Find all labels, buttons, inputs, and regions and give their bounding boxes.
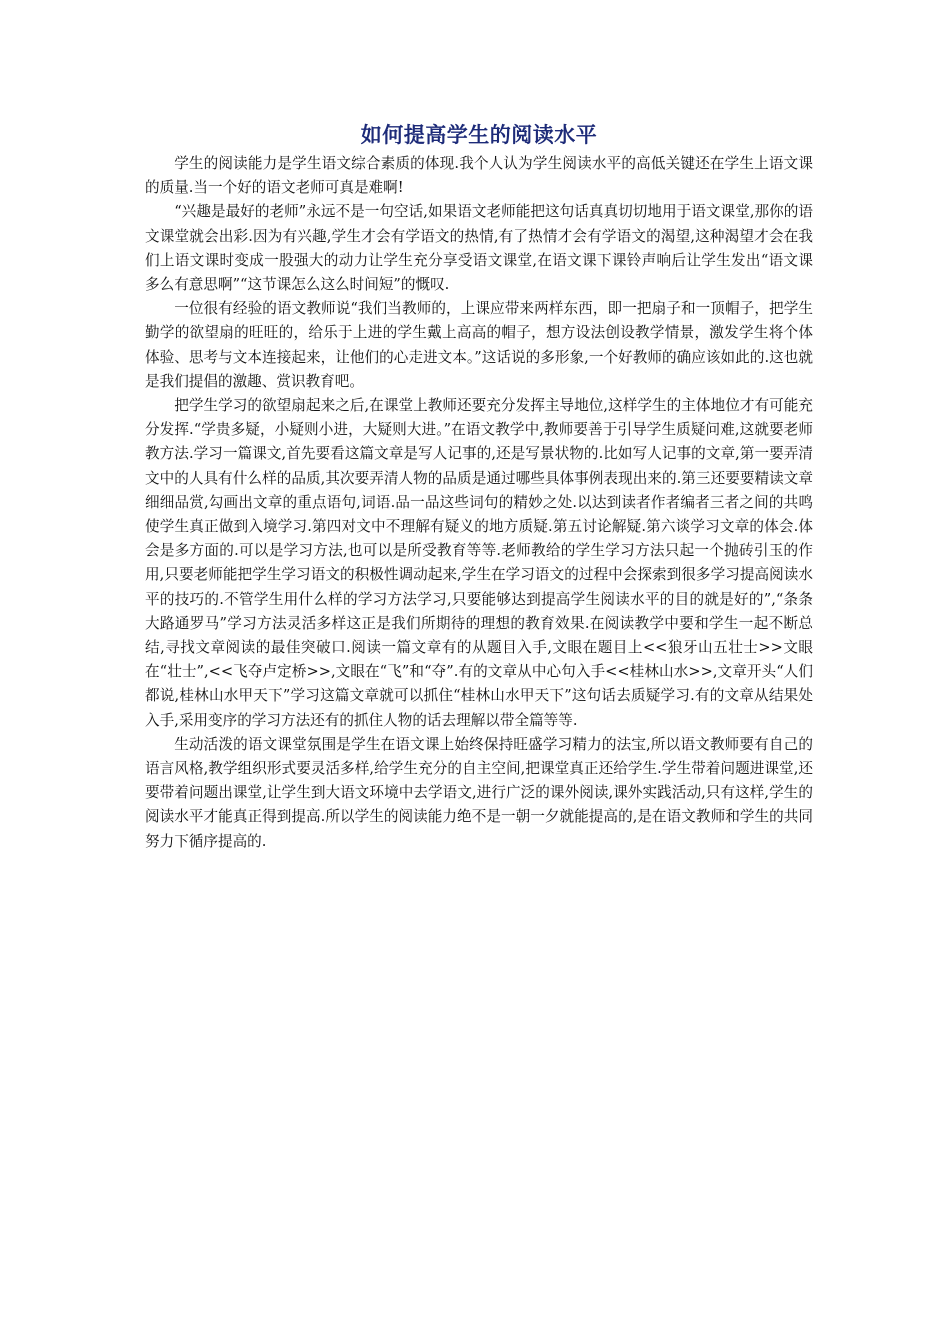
document-body: [145, 120, 813, 854]
document-title: 如何提高学生的阅读水平: [360, 122, 598, 147]
paragraph-5: 生动活泼的语文课堂氛围是学生在语文课上始终保持旺盛学习精力的法宝,所以语文教师要有自己的语言风格,教学组织形式要灵活多样,给学生充分的自主空间,把课堂真正还给学生.学生带着问题进课堂,还要带着问题出课堂,让学生到大语文环境中去学语文,进行广泛的课外阅读,课外实践活动,只有这样,学生的阅读水平才能真正得到提高.所以学生的阅读能力绝不是一朝一夕就能提高的,是在语文教师和学生的共同努力下循序提高的.: [145, 735, 813, 850]
paragraph-4: 把学生学习的欲望扇起来之后,在课堂上教师还要充分发挥主导地位,这样学生的主体地位才有可能充分发挥.“学贵多疑，小疑则小进，大疑则大进。”在语文教学中,教师要善于引导学生质疑问难,这就要老师教方法.学习一篇课文,首先要看这篇文章是写人记事的,还是写景状物的.比如写人记事的文章,第一要弄清文中的人具有什么样的品质,其次要弄清人物的品质是通过哪些具体事例表现出来的.第三还要要精读文章细细品赏,勾画出文章的重点语句,词语.品一品这些词句的精妙之处.以达到读者作者编者三者之间的共鸣使学生真正做到入境学习.第四对文中不理解有疑义的地方质疑.第五讨论解疑.第六谈学习文章的体会.体会是多方面的.可以是学习方法,也可以是所受教育等等.老师教给的学生学习方法只起一个抛砖引玉的作用,只要老师能把学生学习语文的积极性调动起来,学生在学习语文的过程中会探索到很多学习提高阅读水平的技巧的.不管学生用什么样的学习方法学习,只要能够达到提高学生阅读水平的目的就是好的”,“条条大路通罗马”学习方法灵活多样这正是我们所期待的理想的教育效果.在阅读教学中要和学生一起不断总结,寻找文章阅读的最佳突破口.阅读一篇文章有的从题目入手,文眼在题目上<<狼牙山五壮士>>文眼在“壮士”,<<飞夺卢定桥>>,文眼在“飞”和“夺”.有的文章从中心句入手<<桂林山水>>,文章开头“人们都说,桂林山水甲天下”学习这篇文章就可以抓住“桂林山水甲天下”这句话去质疑学习.有的文章从结果处入手,采用变序的学习方法还有的抓住人物的话去理解以带全篇等等.: [145, 397, 813, 729]
paragraph-3: 一位很有经验的语文教师说“我们当教师的，上课应带来两样东西，即一把扇子和一顶帽子，把学生勤学的欲望扇的旺旺的，给乐于上进的学生戴上高高的帽子，想方设法创设教学情景，激发学生将个体体验、思考与文本连接起来，让他们的心走进文本。”这话说的多形象,一个好教师的确应该如此的.这也就是我们提倡的激趣、赏识教育吧。: [145, 300, 813, 390]
paragraph-1: 学生的阅读能力是学生语文综合素质的体现.我个人认为学生阅读水平的高低关键还在学生上语文课的质量.当一个好的语文老师可真是难啊!: [145, 155, 813, 197]
paragraph-2: “兴趣是最好的老师”永远不是一句空话,如果语文老师能把这句话真真切切地用于语文课堂,那你的语文课堂就会出彩.因为有兴趣,学生才会有学语文的热情,有了热情才会有学语文的渴望,这种渴望才会在我们上语文课时变成一股强大的动力让学生充分享受语文课堂,在语文课下课铃声响后让学生发出“语文课多么有意思啊”“这节课怎么这么时间短”的慨叹.: [145, 203, 813, 294]
